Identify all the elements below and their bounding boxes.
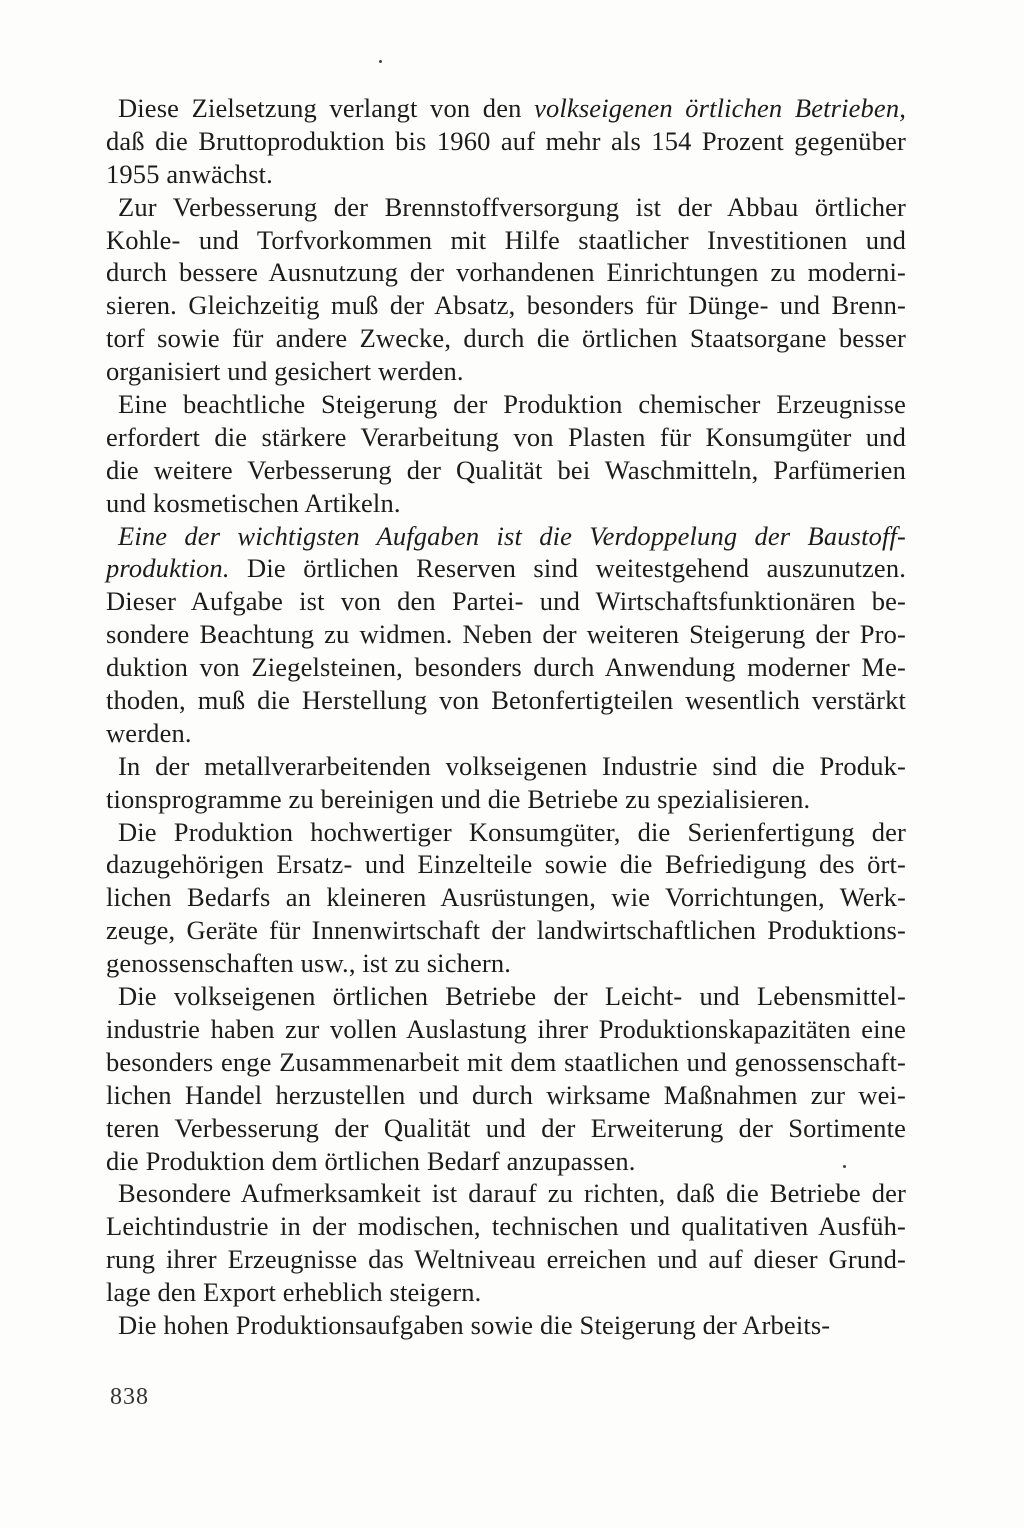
text-run: rung ihrer Erzeugnisse das Weltniveau erreichen und auf dieser Grund-: [106, 1244, 906, 1275]
text-run: duktion von Ziegelsteinen, besonders durch Anwendung moderner Me-: [106, 652, 906, 683]
text-line: [106, 1210, 906, 1243]
text-line: [106, 1243, 906, 1276]
text-line: [106, 585, 906, 618]
text-line: [106, 816, 906, 849]
paragraph: [106, 980, 906, 1177]
text-run: teren Verbesserung der Qualität und der Erweiterung der Sortimente: [106, 1112, 906, 1143]
paragraph: [106, 1177, 906, 1309]
text-run: dazugehörigen Ersatz- und Einzelteile sowie die Befriedigung des ört-: [106, 849, 906, 880]
text-line: [106, 750, 906, 783]
text-run: durch bessere Ausnutzung der vorhandenen Einrichtungen zu moderni-: [106, 257, 906, 288]
text-run: Leichtindustrie in der modischen, technischen und qualitativen Ausfüh-: [106, 1211, 906, 1242]
paragraph: [106, 750, 906, 816]
text-line: [106, 1177, 906, 1210]
text-run: daß die Bruttoproduktion bis 1960 auf mehr als 154 Prozent gegenüber: [106, 125, 906, 156]
text-line: [106, 158, 906, 191]
text-run: Die örtlichen Reserven sind weitestgehend auszunutzen.: [229, 553, 906, 584]
text-line: [106, 487, 906, 520]
text-line: [106, 1013, 906, 1046]
text-line: [106, 289, 906, 322]
text-run: 1955 anwächst.: [106, 158, 273, 189]
text-run: die Produktion dem örtlichen Bedarf anzupassen.: [106, 1145, 636, 1176]
paragraph: [106, 92, 906, 191]
text-run: Dieser Aufgabe ist von den Partei- und Wirtschaftsfunktionären be-: [106, 586, 906, 617]
text-line: [106, 1145, 906, 1178]
text-run: industrie haben zur vollen Auslastung ihrer Produktionskapazitäten eine: [106, 1013, 906, 1044]
text-run: die weitere Verbesserung der Qualität bei Waschmitteln, Parfümerien: [106, 454, 906, 485]
paragraph: [106, 816, 906, 980]
text-run: Diese Zielsetzung verlangt von den: [118, 93, 535, 123]
paragraph: [106, 388, 906, 520]
text-line: [106, 717, 906, 750]
text-line: [106, 1112, 906, 1145]
italic-text: Eine der wichtigsten Aufgaben ist die Verdoppelung der Baustoff-: [118, 520, 906, 551]
text-run: Besondere Aufmerksamkeit ist darauf zu richten, daß die Betriebe der: [118, 1178, 906, 1209]
text-line: [106, 520, 906, 553]
text-run: lichen Handel herzustellen und durch wirksame Maßnahmen zur wei-: [106, 1079, 906, 1110]
text-run: sieren. Gleichzeitig muß der Absatz, besonders für Dünge- und Brenn-: [106, 290, 906, 321]
text-run: Die volkseigenen örtlichen Betriebe der Leicht- und Lebensmittel-: [118, 981, 906, 1012]
text-line: [106, 388, 906, 421]
text-run: organisiert und gesichert werden.: [106, 356, 464, 387]
text-line: [106, 92, 906, 125]
text-line: [106, 848, 906, 881]
text-line: [106, 322, 906, 355]
text-line: [106, 1276, 906, 1309]
text-line: [106, 1079, 906, 1112]
text-line: [106, 224, 906, 257]
page-number: 838: [110, 1384, 149, 1410]
text-run: Die Produktion hochwertiger Konsumgüter, die Serienfertigung der: [118, 816, 906, 847]
text-line: [106, 684, 906, 717]
text-line: [106, 914, 906, 947]
text-run: lage den Export erheblich steigern.: [106, 1277, 482, 1308]
text-run: thoden, muß die Herstellung von Betonfertigteilen wesentlich verstärkt: [106, 685, 906, 716]
italic-text: volkseigenen örtlichen Betrieben,: [534, 93, 906, 123]
text-run: Eine beachtliche Steigerung der Produktion chemischer Erzeugnisse: [118, 389, 906, 420]
text-run: Die hohen Produktionsaufgaben sowie die Steigerung der Arbeits-: [118, 1309, 831, 1340]
paragraph: [106, 191, 906, 388]
italic-text: produktion.: [106, 553, 230, 584]
text-line: [106, 454, 906, 487]
text-line: [106, 421, 906, 454]
text-line: [106, 552, 906, 585]
text-run: tionsprogramme zu bereinigen und die Betriebe zu spezialisieren.: [106, 783, 811, 814]
body-text: [106, 92, 906, 1342]
text-run: lichen Bedarfs an kleineren Ausrüstungen, wie Vorrichtungen, Werk-: [106, 882, 906, 913]
text-run: erfordert die stärkere Verarbeitung von Plasten für Konsumgüter und: [106, 421, 906, 452]
print-speck: [379, 60, 382, 63]
text-line: [106, 1046, 906, 1079]
text-run: besonders enge Zusammenarbeit mit dem staatlichen und genossenschaft-: [106, 1046, 906, 1077]
text-run: und kosmetischen Artikeln.: [106, 487, 401, 518]
text-run: genossenschaften usw., ist zu sichern.: [106, 948, 512, 979]
text-line: [106, 947, 906, 980]
text-run: Zur Verbesserung der Brennstoffversorgung ist der Abbau örtlicher: [118, 191, 906, 222]
text-run: In der metallverarbeitenden volkseigenen Industrie sind die Produk-: [118, 750, 906, 781]
text-line: [106, 618, 906, 651]
paragraph: [106, 1309, 906, 1342]
text-run: zeuge, Geräte für Innenwirtschaft der landwirtschaftlichen Produktions-: [106, 915, 906, 946]
text-run: werden.: [106, 717, 192, 748]
text-line: [106, 1309, 906, 1342]
text-run: Kohle- und Torfvorkommen mit Hilfe staatlicher Investitionen und: [106, 224, 906, 255]
paragraph: [106, 520, 906, 750]
text-run: torf sowie für andere Zwecke, durch die örtlichen Staatsorgane besser: [106, 323, 906, 354]
text-line: [106, 651, 906, 684]
text-line: [106, 783, 906, 816]
text-run: sondere Beachtung zu widmen. Neben der weiteren Steigerung der Pro-: [106, 619, 906, 650]
text-line: [106, 125, 906, 158]
text-line: [106, 881, 906, 914]
text-line: [106, 191, 906, 224]
text-line: [106, 980, 906, 1013]
text-line: [106, 355, 906, 388]
text-line: [106, 256, 906, 289]
